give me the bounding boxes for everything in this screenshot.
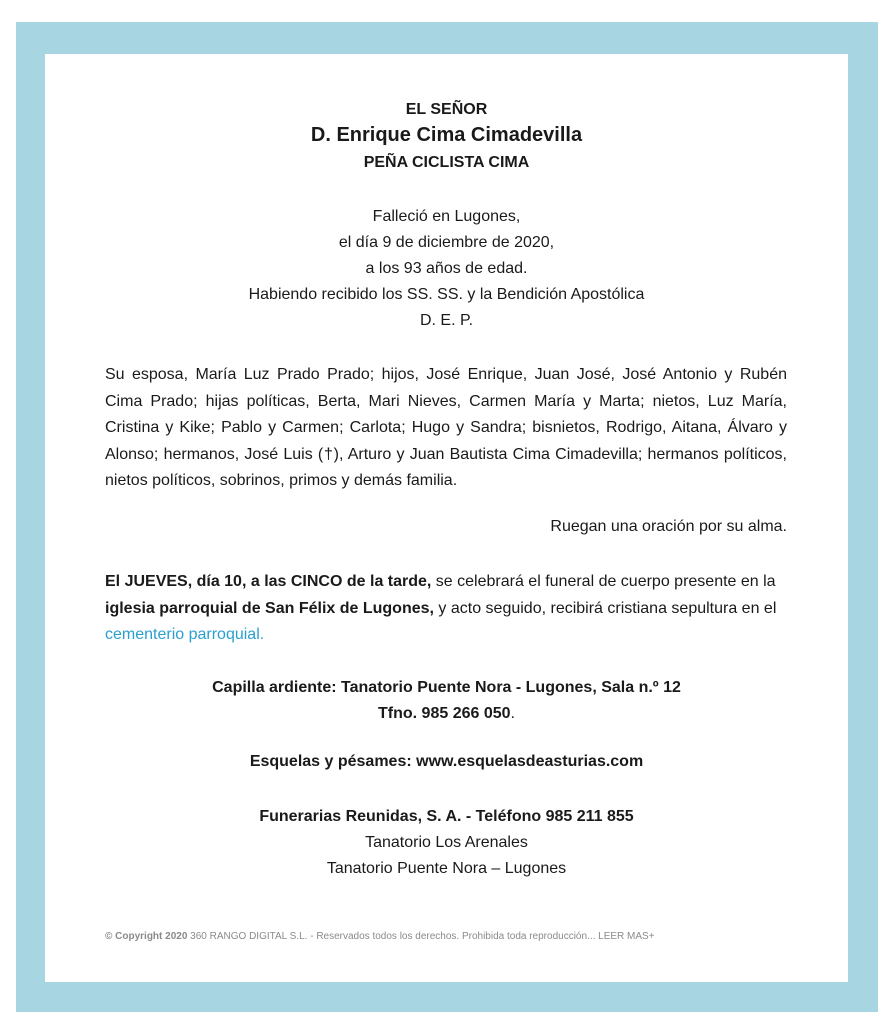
copyright-text[interactable]: 360 RANGO DIGITAL S.L. - Reservados todos los derechos. Prohibida toda reproducción... LEER MAS+ — [187, 931, 655, 942]
prayer-request: Ruegan una oración por su alma. — [550, 518, 787, 535]
chapel-info — [45, 675, 848, 727]
club-name: PEÑA CICLISTA CIMA — [363, 154, 530, 171]
family-paragraph: Su esposa, María Luz Prado Prado; hijos, José Enrique, Juan José, José Antonio y Rubén Cima Prado; hijas políticas, Berta, Mari Nieves, Carmen María y Marta; nietos, Luz María, Cristina y Kike; Pablo y Carmen; Carlota; Hugo y Sandra; bisnietos, Rodrigo, Aitana, Álvaro y Alonso; hermanos, José Luis (†), Arturo y Juan Bautista Cima Cimadevilla; hermanos políticos, nietos políticos, sobrinos, primos y demás familia. — [105, 366, 787, 489]
church-name: iglesia parroquial de San Félix de Lugones, — [105, 599, 434, 617]
death-date: el día 9 de diciembre de 2020, — [338, 234, 555, 251]
tanatorio-arenales: Tanatorio Los Arenales — [365, 834, 528, 851]
deceased-name: D. Enrique Cima Cimadevilla — [310, 124, 583, 146]
tanatorio-puente-nora: Tanatorio Puente Nora – Lugones — [326, 860, 567, 877]
chapel-location: Capilla ardiente: Tanatorio Puente Nora - Lugones, Sala n.º 12 — [212, 679, 681, 696]
dep-line: D. E. P. — [419, 312, 474, 329]
funeral-text-2: y acto seguido, recibirá cristiana sepultura en el — [433, 599, 777, 617]
condolences-website: Esquelas y pésames: www.esquelasdeasturias.com — [249, 753, 644, 770]
death-place: Falleció en Lugones, — [372, 208, 521, 225]
title-prefix: EL SEÑOR — [405, 101, 488, 118]
chapel-phone-line — [45, 701, 848, 727]
cemetery-link[interactable]: cementerio parroquial. — [105, 626, 265, 643]
chapel-phone-period: . — [510, 705, 515, 722]
sacraments-line: Habiendo recibido los SS. SS. y la Bendición Apostólica — [248, 286, 645, 303]
copyright-year: © Copyright 2020 — [105, 931, 188, 942]
funeral-text-1: se celebrará el funeral de cuerpo presente en la — [431, 573, 776, 590]
obituary-card — [45, 54, 848, 982]
funeral-home-info — [45, 804, 848, 882]
chapel-phone: Tfno. 985 266 050 — [378, 705, 511, 722]
funeral-time: El JUEVES, día 10, a las CINCO de la tarde, — [105, 573, 432, 590]
death-details — [45, 204, 848, 334]
funeral-paragraph — [105, 569, 787, 649]
copyright-notice — [105, 931, 655, 942]
funeral-home-name: Funerarias Reunidas, S. A. - Teléfono 985 211 855 — [259, 808, 634, 825]
death-age: a los 93 años de edad. — [365, 260, 528, 277]
